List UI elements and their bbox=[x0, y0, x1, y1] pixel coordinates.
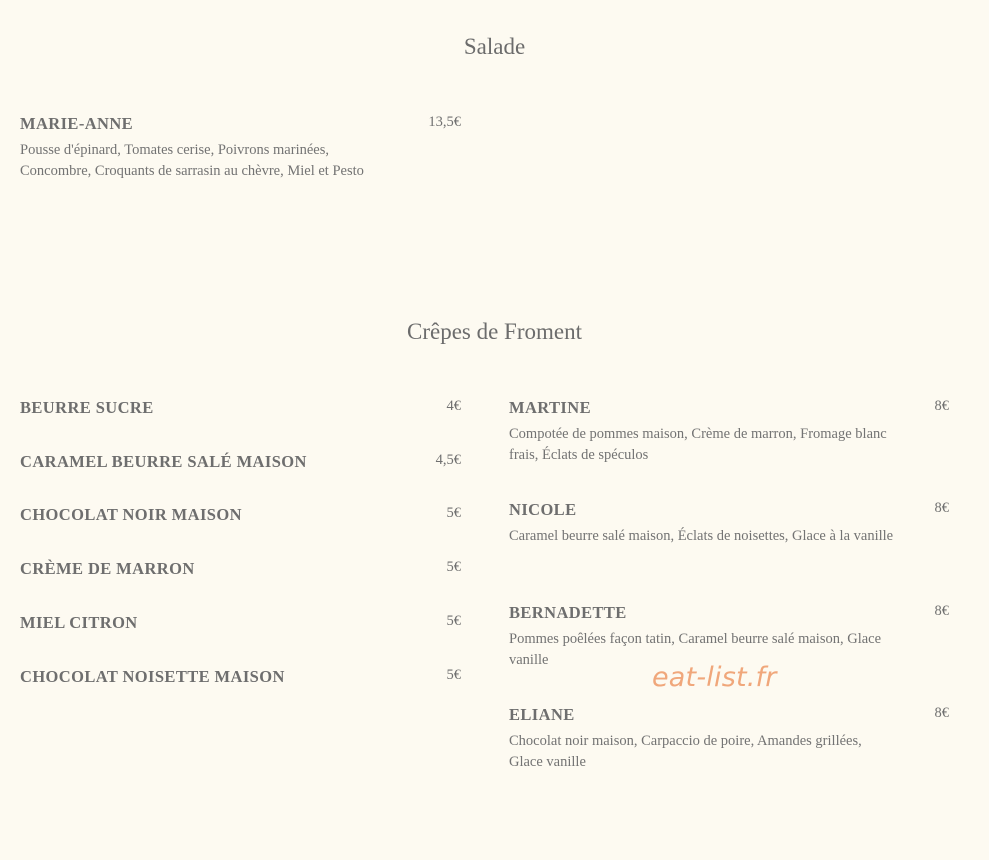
item-description: Pommes poêlées façon tatin, Caramel beurre salé maison, Glace vanille bbox=[509, 631, 882, 668]
item-name: CHOCOLAT NOIR MAISON bbox=[20, 505, 242, 524]
item-name: MARTINE bbox=[509, 398, 591, 417]
item-price: 13,5€ bbox=[428, 114, 461, 130]
menu-item-marie-anne bbox=[20, 114, 461, 204]
item-price: 8€ bbox=[934, 705, 949, 721]
menu-item-nicole bbox=[509, 500, 949, 574]
item-description: Pousse d'épinard, Tomates cerise, Poivrons marinées, Concombre, Croquants de sarrasin au chèvre, Miel et Pesto bbox=[20, 142, 364, 179]
section-title-crepes-de-froment: Crêpes de Froment bbox=[406, 319, 582, 344]
menu-item-eliane bbox=[509, 705, 949, 779]
menu-item-caramel-beurre-sale bbox=[20, 452, 461, 476]
item-price: 4€ bbox=[446, 398, 461, 414]
item-price: 4,5€ bbox=[435, 452, 461, 468]
item-name: ELIANE bbox=[509, 705, 575, 724]
menu-item-creme-de-marron bbox=[20, 559, 461, 583]
item-name: CHOCOLAT NOISETTE MAISON bbox=[20, 667, 285, 686]
item-price: 8€ bbox=[934, 398, 949, 414]
item-price: 8€ bbox=[934, 603, 949, 619]
item-price: 8€ bbox=[934, 500, 949, 516]
item-price: 5€ bbox=[446, 505, 461, 521]
item-description: Caramel beurre salé maison, Éclats de noisettes, Glace à la vanille bbox=[509, 528, 894, 544]
item-name: MARIE-ANNE bbox=[20, 114, 134, 133]
item-name: NICOLE bbox=[509, 500, 577, 519]
menu-item-martine bbox=[509, 398, 949, 472]
item-name: BERNADETTE bbox=[509, 603, 627, 622]
item-name: MIEL CITRON bbox=[20, 613, 138, 632]
item-description: Compotée de pommes maison, Crème de marron, Fromage blanc frais, Éclats de spéculos bbox=[509, 426, 887, 463]
watermark: eat-list.fr bbox=[652, 662, 777, 693]
menu-item-miel-citron bbox=[20, 613, 461, 637]
menu-item-chocolat-noir bbox=[20, 505, 461, 529]
item-description: Chocolat noir maison, Carpaccio de poire, Amandes grillées, Glace vanille bbox=[509, 733, 862, 770]
item-name: BEURRE SUCRE bbox=[20, 398, 154, 417]
section-title-salade: Salade bbox=[463, 34, 526, 59]
item-price: 5€ bbox=[446, 559, 461, 575]
item-name: CRÈME DE MARRON bbox=[20, 559, 195, 578]
item-price: 5€ bbox=[446, 613, 461, 629]
item-name: CARAMEL BEURRE SALÉ MAISON bbox=[20, 452, 307, 471]
menu-item-chocolat-noisette bbox=[20, 667, 461, 691]
item-price: 5€ bbox=[446, 667, 461, 683]
menu-item-beurre-sucre bbox=[20, 398, 461, 422]
